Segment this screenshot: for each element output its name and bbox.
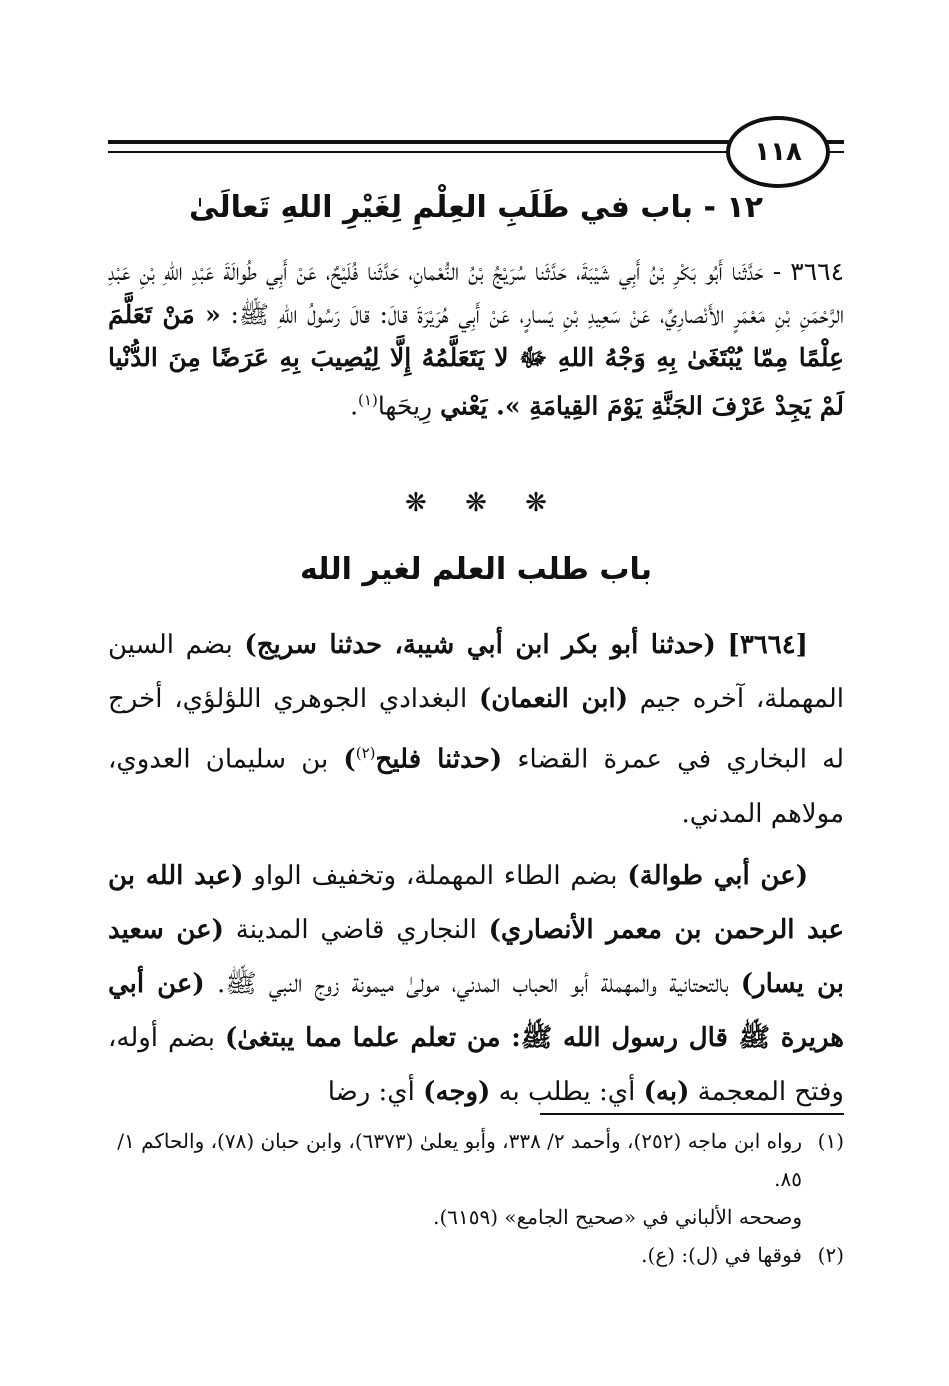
section-heading: باب طلب العلم لغير الله bbox=[299, 552, 653, 587]
hadith-end: . bbox=[350, 391, 359, 421]
commentary-text: بضم أوله، وفتح المعجمة bbox=[108, 1022, 844, 1107]
commentary-quote-close: ) bbox=[343, 744, 356, 775]
footnote-number: (١) bbox=[817, 1129, 844, 1153]
commentary-text: بالتحتانية والمهملة أبو الحباب المدني، مولىٰ ميمونة زوج النبي ﷺ. bbox=[216, 968, 729, 999]
hadith-line-2: عَنْ أَبِي طُوالَةَ عَبْدِ اللهِ بْنِ عَبْدِ الرَّحْمَنِ بْنِ مَعْمَرٍ الأَنْصارِيِّ، عَنْ سَعِيدِ بْنِ يَسارٍ، عَنْ bbox=[108, 257, 845, 329]
footnote-ref-2: (٢) bbox=[355, 744, 376, 762]
commentary-paragraph-2 bbox=[108, 849, 844, 1119]
footnote-1-continued: وصححه الألباني في «صحيح الجامع» (٦١٥٩). bbox=[433, 1205, 802, 1229]
hadith-line-3a: أَبِي هُرَيْرَةَ قالَ: قالَ رَسُولُ اللهِ ﷺ: bbox=[230, 300, 480, 329]
commentary-hadith-number: [٣٦٦٤] bbox=[727, 630, 808, 660]
footnote-text: فوقها في (ل): (ع). bbox=[641, 1243, 802, 1267]
commentary-quote: (به) bbox=[643, 1076, 690, 1107]
commentary bbox=[108, 618, 844, 1127]
footnotes bbox=[108, 1122, 844, 1274]
footnote-number: (٢) bbox=[817, 1243, 844, 1267]
commentary-quote: (حدثنا أبو بكر ابن أبي شيبة، حدثنا سريج) bbox=[244, 630, 716, 660]
commentary-text: أي: يطلب به bbox=[498, 1076, 636, 1107]
hadith-line-1: ٣٦٦٤ - حَدَّثَنا أَبُو بَكْرِ بْنُ أَبِي شَيْبَةَ، حَدَّثَنا سُرَيْجُ بْنُ النُّعْمانِ، حَدَّثَنا فُلَيْحٌ، bbox=[325, 257, 844, 286]
chapter-heading: ١٢ - باب في طَلَبِ العِلْمِ لِغَيْرِ اللهِ تَعالَىٰ bbox=[189, 190, 763, 225]
header-rule-thin bbox=[108, 151, 730, 153]
page-number: ١١٨ bbox=[726, 116, 830, 188]
commentary-quote: (عن أبي هريرة ﷺ قال رسول الله ﷺ: من تعلم علما مما يبتغىٰ) bbox=[108, 968, 844, 1053]
footnote-ref-1: (١) bbox=[358, 391, 378, 409]
commentary-text: أي: رضا bbox=[327, 1076, 415, 1107]
commentary-text: بضم الطاء المهملة، وتخفيف الواو bbox=[253, 860, 618, 891]
commentary-quote: (عبد الله بن عبد الرحمن بن معمر الأنصاري) bbox=[108, 860, 845, 945]
commentary-text: البغدادي الجوهري اللؤلؤي، أخرج له البخاري في عمرة القضاء bbox=[108, 684, 844, 775]
separator-stars: ❋ ❋ ❋ bbox=[405, 488, 547, 518]
commentary-text: بن سليمان العدوي، مولاهم المدني. bbox=[108, 744, 844, 829]
footnote-2 bbox=[108, 1236, 844, 1274]
commentary-quote: (حدثنا فليح bbox=[375, 744, 503, 775]
commentary-text: النجاري قاضي المدينة bbox=[235, 914, 477, 945]
commentary-quote: (عن سعيد بن يسار) bbox=[108, 914, 845, 999]
footnote-text: رواه ابن ماجه (٢٥٢)، وأحمد ٢/ ٣٣٨، وأبو يعلىٰ (٦٣٧٣)، وابن حبان (٧٨)، والحاكم ١/ ٨٥. bbox=[117, 1129, 802, 1191]
commentary-quote: (ابن النعمان) bbox=[478, 684, 628, 714]
commentary-quote: (عن أبي طوالة) bbox=[627, 860, 809, 891]
commentary-quote: (وجه) bbox=[423, 1076, 491, 1107]
hadith-line-3b: « مَنْ تَعَلَّمَ عِلْمًا مِمّا يُبْتَغَىٰ بِهِ وَجْهُ اللهِ ﷻ لا bbox=[108, 300, 845, 372]
footnote-1 bbox=[108, 1122, 844, 1198]
commentary-text: بضم السين المهملة، آخره جيم bbox=[108, 630, 844, 714]
commentary-paragraph-1 bbox=[108, 618, 844, 841]
footnote-divider bbox=[540, 1113, 844, 1115]
header-rule-thick bbox=[108, 140, 730, 144]
hadith-line-4: يَتَعَلَّمُهُ إِلَّا لِيُصِيبَ بِهِ عَرَضًا مِنَ الدُّنْيا لَمْ يَجِدْ عَرْفَ الجَنَّةِ يَوْمَ القِيامَةِ ». يَعْني bbox=[108, 343, 844, 421]
hadith-line-5: رِيحَها bbox=[377, 391, 433, 421]
hadith-text bbox=[108, 250, 844, 427]
